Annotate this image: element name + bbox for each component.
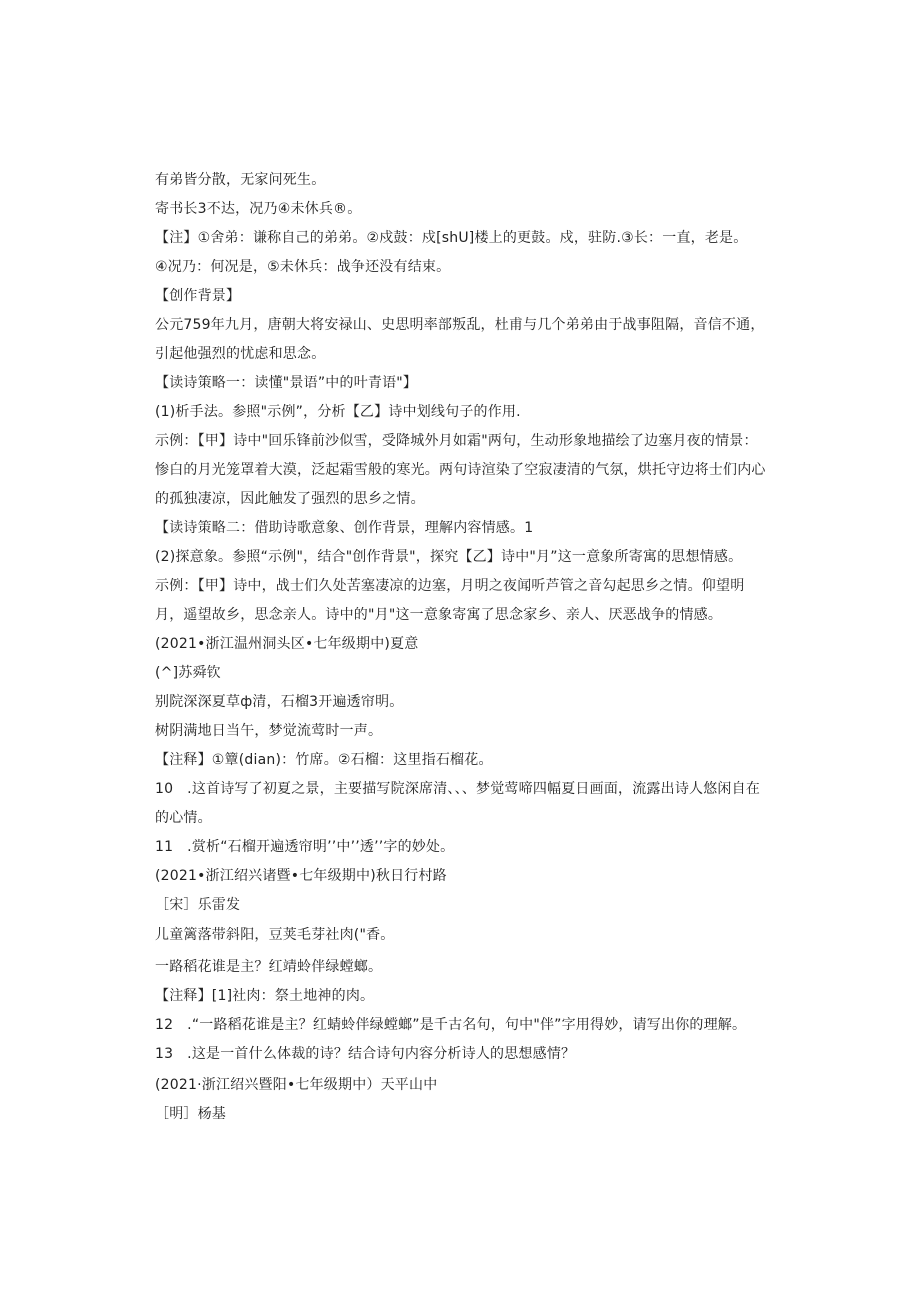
poem-source: (2021·浙江绍兴暨阳•七年级期中）天平山中	[155, 1077, 438, 1093]
poem-author: (^]苏舜钦	[155, 665, 221, 681]
annotation-line: 【注】①舍弟：谦称自己的弟弟。②戍鼓：戍[shU]楼上的更鼓。戍，驻防.③长：一直，老是。	[155, 230, 748, 246]
section-heading: 【读诗策略二：借助诗歌意象、创作背景，理解内容情感。1	[155, 520, 534, 536]
question-text: (1)析手法。参照"示例”，分析【乙】诗中划线句子的作用.	[155, 404, 521, 420]
section-heading: 【读诗策略一：读懂"景语”中的叶青语"】	[155, 375, 418, 391]
poem-line: 树阴满地日当午，梦觉流莺时一声。	[155, 723, 383, 739]
poem-line: 一路稻花谁是主？红靖蛉伴绿螳螂。	[155, 959, 383, 975]
poem-line: 寄书长3不达，况乃④未休兵®。	[155, 201, 362, 217]
poem-source: (2021•浙江绍兴诸暨•七年级期中)秋日行村路	[155, 868, 447, 884]
example-text: 惨白的月光笼罩着大漠，泛起霜雪般的寒光。两句诗渲染了空寂凄清的气氛，烘托守边将士们内心	[155, 462, 766, 478]
section-heading: 【创作背景】	[155, 288, 241, 304]
question-text: (2)探意象。参照“示例"，结合"创作背景"，探究【乙】诗中"月”这一意象所寄寓的思想情感。	[155, 549, 743, 565]
question-text: 10 .这首诗写了初夏之景，主要描写院深席清、、、梦觉莺啼四幅夏日画面，流露出诗人悠闲自在	[155, 781, 761, 797]
body-text: 引起他强烈的忧虑和思念。	[155, 346, 326, 362]
poem-author: ［宋］乐雷发	[155, 897, 241, 913]
body-text: 公元759年九月，唐朝大将安禄山、史思明率部叛乱，杜甫与几个弟弟由于战事阻隔，音信不通，	[155, 317, 765, 333]
poem-source: (2021•浙江温州洞头区•七年级期中)夏意	[155, 636, 419, 652]
example-text: 示例：【甲】诗中，战士们久处苦塞凄凉的边塞，月明之夜闻听芦管之音勾起思乡之情。仰望明	[155, 578, 745, 594]
question-text: 12 .“一路稻花谁是主？红蜻蛉伴绿螳螂”是千古名句，句中"伴”字用得妙，请写出你的理解。	[155, 1017, 747, 1033]
example-text: 的孤独凄凉，因此触发了强烈的思乡之情。	[155, 491, 425, 507]
poem-line: 有弟皆分散，无家问死生。	[155, 172, 326, 188]
annotation-line: 【注释】①簟(dian)：竹席。②石榴：这里指石榴花。	[155, 752, 493, 768]
example-text: 月，遥望故乡，思念亲人。诗中的"月"这一意象寄寓了思念家乡、亲人、厌恶战争的情感。	[155, 607, 723, 623]
poem-line: 儿童篱落带斜阳，豆荚毛芽社肉("香。	[155, 927, 395, 943]
question-text: 11 .赏析“石榴开遍透帘明’’中’’透’’字的妙处。	[155, 839, 455, 855]
annotation-line: ④况乃：何况是，⑤未休兵：战争还没有结束。	[155, 259, 451, 275]
poem-author: ［明］杨基	[155, 1106, 226, 1122]
example-text: 示例：【甲】诗中"回乐锋前沙似雪，受降城外月如霜"两句，生动形象地描绘了边塞月夜的情景：	[155, 433, 758, 449]
question-text: 的心情。	[155, 810, 212, 826]
poem-line: 别院深深夏草ф清，石榴3开遍透帘明。	[155, 694, 404, 710]
annotation-line: 【注释】[1]社肉：祭土地神的肉。	[155, 988, 375, 1004]
question-text: 13 .这是一首什么体裁的诗？结合诗句内容分析诗人的思想感情？	[155, 1046, 576, 1062]
